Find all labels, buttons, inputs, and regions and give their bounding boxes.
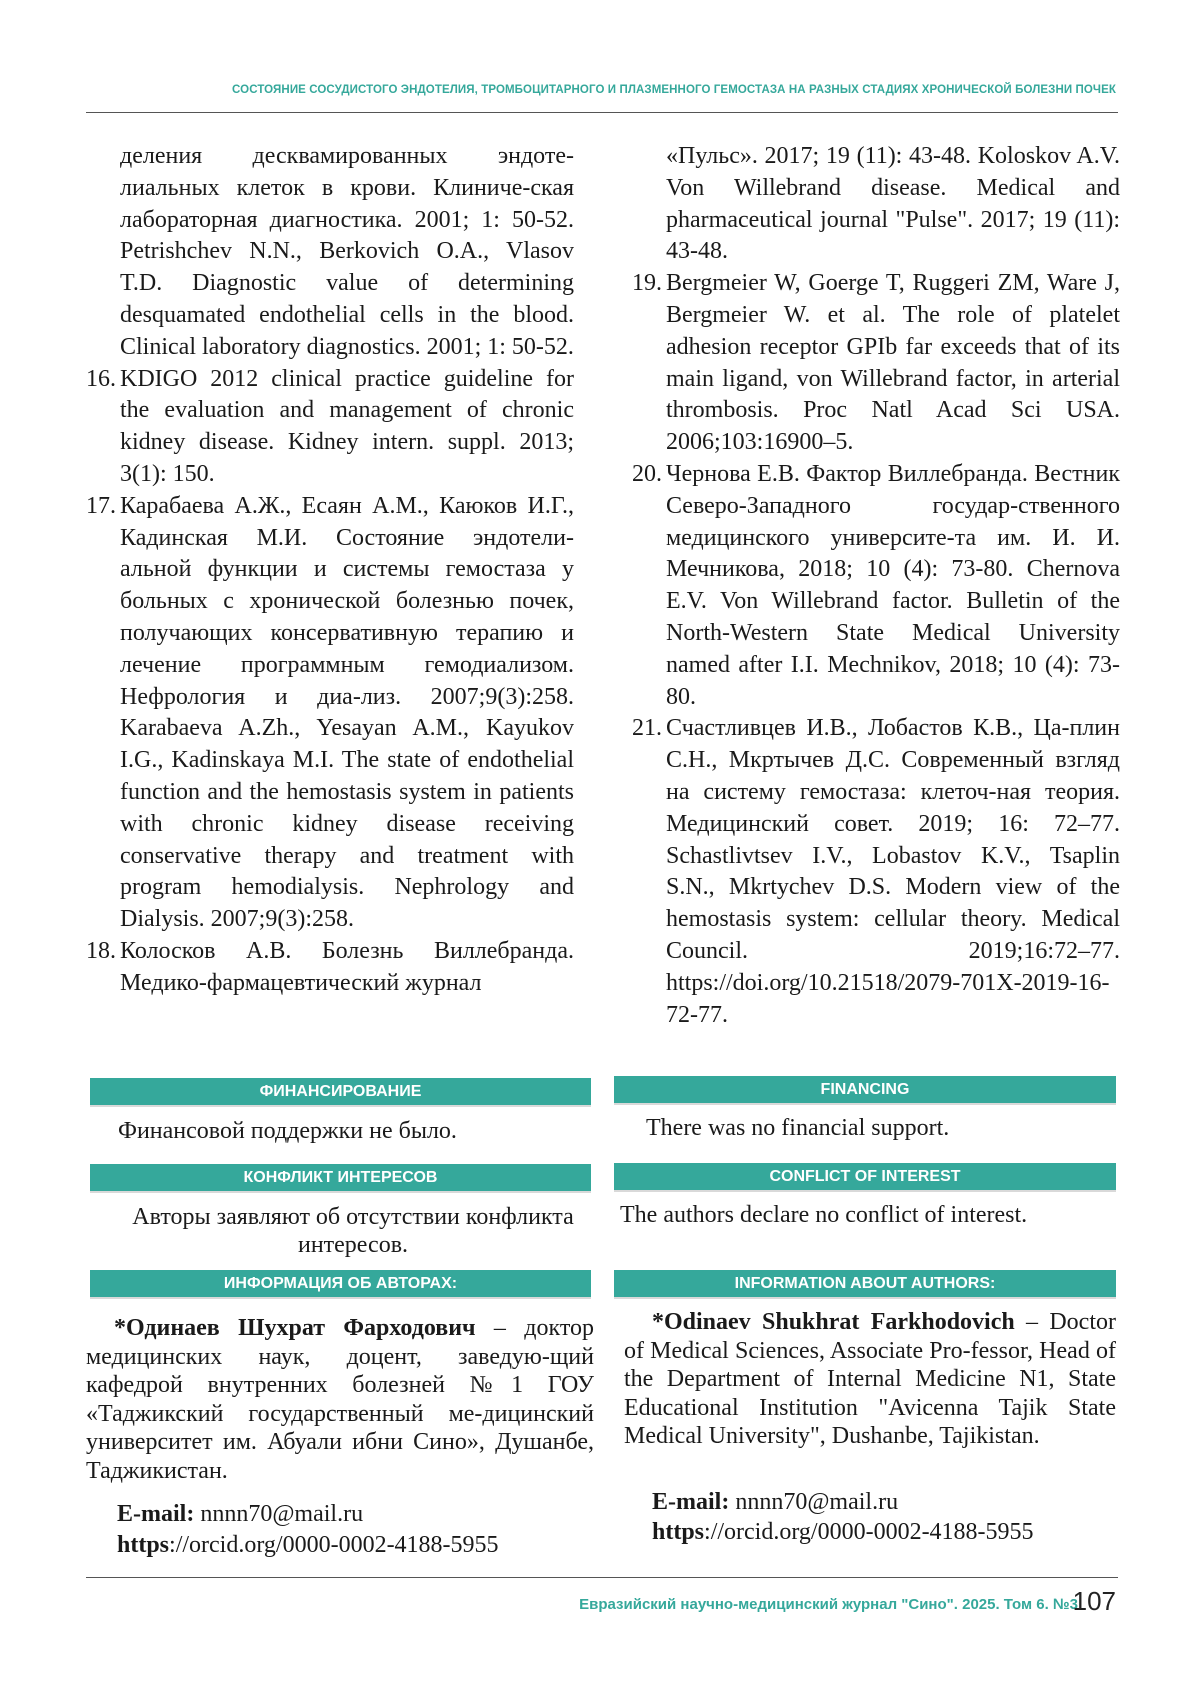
page-number: 107 (1072, 1586, 1116, 1616)
reference-text: KDIGO 2012 clinical practice guideline for the evaluation and management of chronic kidney disease. Kidney intern. suppl. 2013; 3(1): 150. (120, 365, 574, 487)
author-name-ru: *Одинаев Шухрат Фарходович (114, 1315, 476, 1341)
reference-21 (632, 713, 1120, 1031)
author-email-en (652, 1487, 898, 1518)
reference-text: Карабаева А.Ж., Есаян А.М., Каюков И.Г., Кадинская М.И. Состояние эндотели-альной функции и системы гемостаза у больных с хронической болезнью почек, получающих консервативную терапию и лечение программным гемодиализом. Нефрология и диа-лиз. 2007;9(3):258. Karabaeva A.Zh., Yesayan A.M., Kayukov I.G., Kadinskaya M.I. The state of endothelial function and the hemostasis system in patients with chronic kidney disease receiving conservative therapy and treatment with program hemodialysis. Nephrology and Dialysis. 2007;9(3):258. (120, 492, 574, 933)
authors-heading-en: INFORMATION ABOUT AUTHORS: (614, 1270, 1116, 1297)
reference-text: Bergmeier W, Goerge T, Ruggeri ZM, Ware J, Bergmeier W. et al. The role of platelet adhesion receptor GPIb far exceeds that of its main ligand, von Willebrand factor, in arterial thrombosis. Proc Natl Acad Sci USA. 2006;103:16900–5. (666, 270, 1120, 456)
orcid-link[interactable]: ://orcid.org/0000-0002-4188-5955 (169, 1532, 499, 1558)
orcid-link[interactable]: ://orcid.org/0000-0002-4188-5955 (704, 1519, 1034, 1545)
reference-18 (86, 936, 574, 1000)
email-label: E-mail: (117, 1501, 195, 1527)
conflict-text-en: The authors declare no conflict of interest. (620, 1202, 1028, 1228)
reference-number: 17. (86, 492, 116, 519)
financing-text-ru: Финансовой поддержки не было. (118, 1118, 457, 1144)
reference-number: 21. (632, 715, 662, 742)
conflict-heading-en: CONFLICT OF INTEREST (614, 1163, 1116, 1190)
conflict-heading-ru: КОНФЛИКТ ИНТЕРЕСОВ (90, 1164, 591, 1191)
references-right-column (632, 141, 1120, 1031)
email-value[interactable]: nnnn70@mail.ru (194, 1501, 364, 1527)
orcid-label: https (652, 1519, 705, 1545)
references-left-column (86, 141, 574, 1000)
reference-text: Колосков А.В. Болезнь Виллебранда. Медико-фармацевтический журнал (120, 937, 574, 996)
reference-20 (632, 459, 1120, 713)
reference-18-continuation: «Пульс». 2017; 19 (11): 43-48. Koloskov A.V. Von Willebrand disease. Medical and pharmaceutical journal "Pulse". 2017; 19 (11): 43-48. (666, 143, 1120, 265)
author-info-en (624, 1308, 1116, 1451)
running-title: СОСТОЯНИЕ СОСУДИСТОГО ЭНДОТЕЛИЯ, ТРОМБОЦИТАРНОГО И ПЛАЗМЕННОГО ГЕМОСТАЗА НА РАЗНЫХ СТАДИЯХ ХРОНИЧЕСКОЙ БОЛЕЗНИ ПОЧЕК (232, 84, 1116, 96)
conflict-text-ru: Авторы заявляют об отсутствии конфликта интересов. (132, 1204, 574, 1258)
author-orcid-ru (117, 1530, 499, 1561)
reference-16 (86, 364, 574, 491)
reference-text: Чернова Е.В. Фактор Виллебранда. Вестник Северо-Западного государ-ственного медицинского университе-та им. И. И. Мечникова, 2018; 10 (4): 73-80. Chernova E.V. Von Willebrand factor. Bulletin of the North-Western State Medical University named after I.I. Mechnikov, 2018; 10 (4): 73-80. (666, 460, 1120, 710)
reference-number: 16. (86, 365, 116, 392)
author-name-en: *Odinaev Shukhrat Farkhodovich (652, 1309, 1015, 1335)
reference-19 (632, 268, 1120, 459)
author-orcid-en (652, 1517, 1034, 1548)
author-email-ru (117, 1499, 363, 1530)
reference-text: Счастливцев И.В., Лобастов К.В., Ца-плин С.Н., Мкртычев Д.С. Современный взгляд на систему гемостаза: клеточ-ная теория. Медицинский совет. 2019; 16: 72–77. Schastlivtsev I.V., Lobastov K.V., Tsaplin S.N., Mkrtychev D.S. Modern view of the hemostasis system: cellular theory. Medical Council. 2019;16:72–77. https://doi.org/10.21518/2079-701X-2019-16-72-77. (666, 715, 1120, 1028)
reference-17 (86, 491, 574, 936)
financing-text-en: There was no financial support. (646, 1115, 950, 1141)
author-description-en: – Doctor of Medical Sciences, Associate Pro-fessor, Head of the Department of Internal Medicine N1, State Educational Institution "Avicenna Tajik State Medical University", Dushanbe, Tajikistan. (624, 1309, 1116, 1450)
authors-heading-ru: ИНФОРМАЦИЯ ОБ АВТОРАХ: (90, 1270, 591, 1297)
financing-heading-ru: ФИНАНСИРОВАНИЕ (90, 1078, 591, 1105)
financing-heading-en: FINANCING (614, 1076, 1116, 1103)
footer-divider (86, 1577, 1118, 1578)
reference-15-continuation: деления десквамированных эндоте-лиальных клеток в крови. Клиниче-ская лабораторная диагностика. 2001; 1: 50-52. Petrishchev N.N., Berkovich O.A., Vlasov T.D. Diagnostic value of determining desquamated endothelial cells in the blood. Clinical laboratory diagnostics. 2001; 1: 50-52. (120, 143, 574, 360)
reference-number: 18. (86, 937, 116, 964)
journal-citation: Евразийский научно-медицинский журнал "Сино". 2025. Том 6. №3 (579, 1596, 1078, 1613)
indent (86, 1315, 114, 1341)
reference-number: 20. (632, 460, 662, 487)
email-value[interactable]: nnnn70@mail.ru (729, 1489, 899, 1515)
header-divider (86, 112, 1118, 113)
email-label: E-mail: (652, 1489, 730, 1515)
reference-number: 19. (632, 270, 662, 297)
orcid-label: https (117, 1532, 170, 1558)
author-description-ru: – доктор медицинских наук, доцент, заведую-щий кафедрой внутренних болезней №1 ГОУ «Таджикский государственный ме-дицинский университет им. Абуали ибни Сино», Душанбе, Таджикистан. (86, 1315, 594, 1484)
indent (624, 1309, 652, 1335)
author-info-ru (86, 1314, 594, 1486)
